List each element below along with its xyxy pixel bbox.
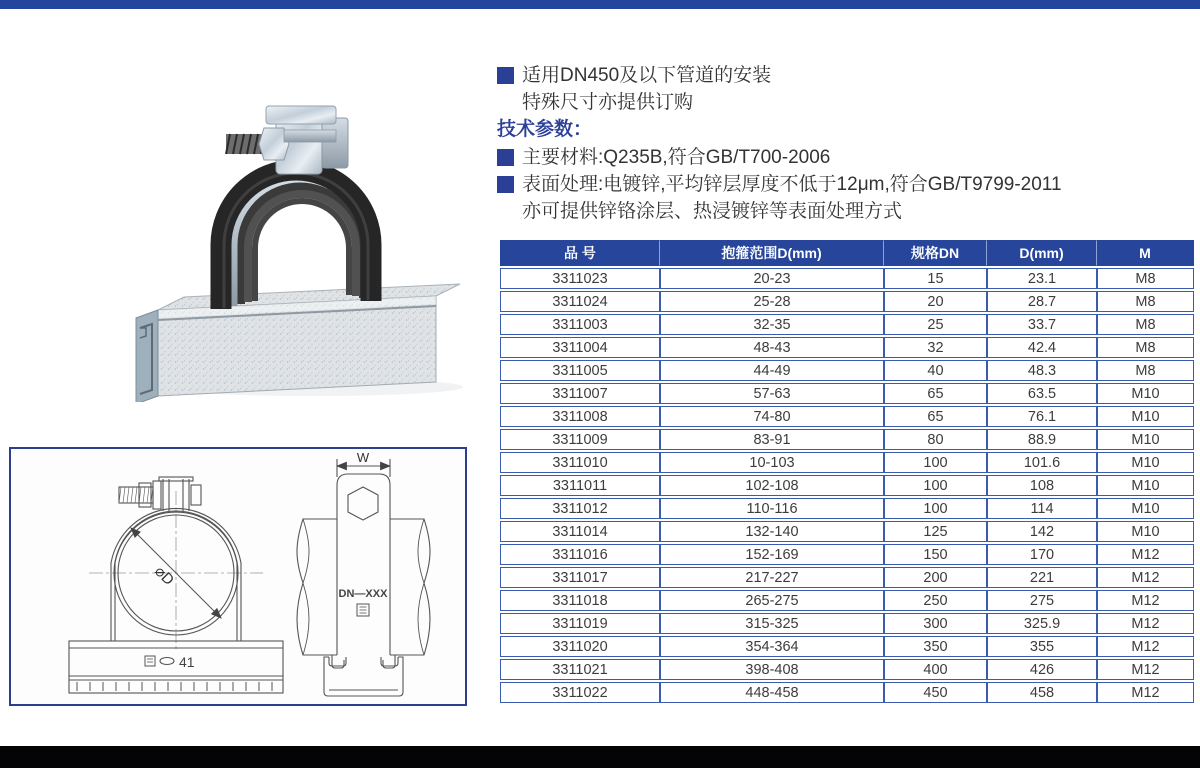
table-cell: 108 xyxy=(987,475,1097,496)
table-cell: 10-103 xyxy=(660,452,884,473)
dim-w-label: W xyxy=(356,450,370,465)
table-row xyxy=(500,475,1194,496)
surface-text-2: 亦可提供锌铬涂层、热浸镀锌等表面处理方式 xyxy=(522,201,903,222)
table-cell: 25-28 xyxy=(660,291,884,312)
table-cell: 83-91 xyxy=(660,429,884,450)
table-cell: 44-49 xyxy=(660,360,884,381)
table-cell: M10 xyxy=(1097,475,1194,496)
blue-square-bullet-icon xyxy=(497,67,514,84)
table-cell: M8 xyxy=(1097,314,1194,335)
table-cell: 3311023 xyxy=(500,268,660,289)
table-cell: 20 xyxy=(884,291,987,312)
header-row xyxy=(500,240,1194,266)
table-cell: 3311020 xyxy=(500,636,660,657)
table-cell: 3311021 xyxy=(500,659,660,680)
table-cell: 170 xyxy=(987,544,1097,565)
product-photo-pipe-clamp xyxy=(118,52,470,402)
table-cell: 458 xyxy=(987,682,1097,703)
feature-line-2 xyxy=(497,89,1197,116)
table-row xyxy=(500,590,1194,611)
table-cell: 3311003 xyxy=(500,314,660,335)
table-cell: 142 xyxy=(987,521,1097,542)
table-cell: 33.7 xyxy=(987,314,1097,335)
table-cell: M12 xyxy=(1097,659,1194,680)
table-cell: 25 xyxy=(884,314,987,335)
table-cell: 400 xyxy=(884,659,987,680)
table-row xyxy=(500,268,1194,289)
table-cell: 100 xyxy=(884,475,987,496)
table-cell: 3311014 xyxy=(500,521,660,542)
surface-line-2 xyxy=(497,198,1197,225)
table-cell: 48.3 xyxy=(987,360,1097,381)
table-cell: M12 xyxy=(1097,567,1194,588)
table-cell: 300 xyxy=(884,613,987,634)
spec-table-body xyxy=(500,268,1194,703)
table-cell: 398-408 xyxy=(660,659,884,680)
table-cell: 40 xyxy=(884,360,987,381)
surface-text-1: 表面处理:电镀锌,平均锌层厚度不低于12μm,符合GB/T9799-2011 xyxy=(522,174,1062,195)
product-info-block xyxy=(497,62,1197,225)
table-cell: 48-43 xyxy=(660,337,884,358)
table-cell: 3311004 xyxy=(500,337,660,358)
table-row xyxy=(500,337,1194,358)
table-row xyxy=(500,498,1194,519)
table-cell: 76.1 xyxy=(987,406,1097,427)
table-row xyxy=(500,314,1194,335)
table-cell: 354-364 xyxy=(660,636,884,657)
table-row xyxy=(500,659,1194,680)
table-cell: 426 xyxy=(987,659,1097,680)
table-cell: M10 xyxy=(1097,452,1194,473)
table-cell: M12 xyxy=(1097,636,1194,657)
table-cell: M8 xyxy=(1097,268,1194,289)
table-cell: 63.5 xyxy=(987,383,1097,404)
table-cell: M8 xyxy=(1097,360,1194,381)
table-row xyxy=(500,291,1194,312)
spec-table-container xyxy=(500,238,1194,705)
table-cell: 3311012 xyxy=(500,498,660,519)
spec-table-header xyxy=(500,240,1194,266)
table-cell: 3311024 xyxy=(500,291,660,312)
table-cell: M12 xyxy=(1097,613,1194,634)
table-cell: 100 xyxy=(884,452,987,473)
table-cell: 250 xyxy=(884,590,987,611)
side-view-dn-label: DN—XXX xyxy=(338,588,388,600)
table-cell: 100 xyxy=(884,498,987,519)
table-row xyxy=(500,406,1194,427)
table-cell: 265-275 xyxy=(660,590,884,611)
table-cell: 325.9 xyxy=(987,613,1097,634)
table-row xyxy=(500,429,1194,450)
table-cell: 152-169 xyxy=(660,544,884,565)
table-cell: 57-63 xyxy=(660,383,884,404)
table-row xyxy=(500,544,1194,565)
table-cell: 125 xyxy=(884,521,987,542)
bottom-accent-bar xyxy=(0,746,1200,768)
table-cell: M8 xyxy=(1097,337,1194,358)
table-cell: 102-108 xyxy=(660,475,884,496)
table-cell: 3311007 xyxy=(500,383,660,404)
table-cell: M10 xyxy=(1097,406,1194,427)
table-cell: 200 xyxy=(884,567,987,588)
technical-drawing-box xyxy=(9,447,467,706)
table-cell: 3311005 xyxy=(500,360,660,381)
blue-square-bullet-icon xyxy=(497,176,514,193)
feature-line-1 xyxy=(497,62,1197,89)
table-cell: 315-325 xyxy=(660,613,884,634)
table-cell: M12 xyxy=(1097,544,1194,565)
table-cell: 150 xyxy=(884,544,987,565)
top-accent-bar xyxy=(0,0,1200,9)
table-cell: 3311009 xyxy=(500,429,660,450)
table-cell: 3311016 xyxy=(500,544,660,565)
column-header: 抱箍范围D(mm) xyxy=(660,240,884,266)
column-header: D(mm) xyxy=(987,240,1097,266)
table-cell: 15 xyxy=(884,268,987,289)
table-cell: M10 xyxy=(1097,383,1194,404)
table-row xyxy=(500,567,1194,588)
table-cell: 450 xyxy=(884,682,987,703)
table-cell: 3311011 xyxy=(500,475,660,496)
blue-square-bullet-icon xyxy=(497,149,514,166)
table-cell: 3311017 xyxy=(500,567,660,588)
table-cell: 275 xyxy=(987,590,1097,611)
feature-text-2: 特殊尺寸亦提供订购 xyxy=(522,92,694,113)
channel-size-label: 41 xyxy=(179,654,195,670)
table-cell: 3311019 xyxy=(500,613,660,634)
column-header: 规格DN xyxy=(884,240,987,266)
pipe-clamp-illustration xyxy=(118,52,470,402)
table-cell: 20-23 xyxy=(660,268,884,289)
table-cell: 448-458 xyxy=(660,682,884,703)
table-cell: M10 xyxy=(1097,521,1194,542)
table-cell: M10 xyxy=(1097,429,1194,450)
table-cell: M12 xyxy=(1097,682,1194,703)
column-header: 品 号 xyxy=(500,240,660,266)
table-row xyxy=(500,452,1194,473)
table-cell: 74-80 xyxy=(660,406,884,427)
table-cell: 28.7 xyxy=(987,291,1097,312)
table-cell: 80 xyxy=(884,429,987,450)
table-row xyxy=(500,383,1194,404)
surface-line-1 xyxy=(497,171,1197,198)
table-cell: 23.1 xyxy=(987,268,1097,289)
table-cell: 32-35 xyxy=(660,314,884,335)
table-cell: 88.9 xyxy=(987,429,1097,450)
spec-table xyxy=(500,238,1194,705)
table-cell: M8 xyxy=(1097,291,1194,312)
table-row xyxy=(500,360,1194,381)
table-cell: 350 xyxy=(884,636,987,657)
table-cell: 132-140 xyxy=(660,521,884,542)
table-cell: 3311010 xyxy=(500,452,660,473)
material-line xyxy=(497,144,1197,171)
column-header: M xyxy=(1097,240,1194,266)
table-row xyxy=(500,636,1194,657)
table-row xyxy=(500,682,1194,703)
table-row xyxy=(500,613,1194,634)
table-cell: 217-227 xyxy=(660,567,884,588)
table-cell: 65 xyxy=(884,383,987,404)
table-cell: 32 xyxy=(884,337,987,358)
dim-diameter-label: ⌀D xyxy=(151,562,178,589)
table-cell: 110-116 xyxy=(660,498,884,519)
table-cell: 42.4 xyxy=(987,337,1097,358)
table-cell: 221 xyxy=(987,567,1097,588)
table-cell: 3311022 xyxy=(500,682,660,703)
material-text: 主要材料:Q235B,符合GB/T700-2006 xyxy=(522,147,831,168)
table-cell: 101.6 xyxy=(987,452,1097,473)
table-row xyxy=(500,521,1194,542)
table-cell: 355 xyxy=(987,636,1097,657)
table-cell: M12 xyxy=(1097,590,1194,611)
feature-text-1: 适用DN450及以下管道的安装 xyxy=(522,65,772,86)
table-cell: 65 xyxy=(884,406,987,427)
technical-drawing xyxy=(11,449,465,704)
table-cell: 114 xyxy=(987,498,1097,519)
tech-params-heading: 技术参数： xyxy=(497,119,593,140)
table-cell: 3311008 xyxy=(500,406,660,427)
table-cell: 3311018 xyxy=(500,590,660,611)
table-cell: M10 xyxy=(1097,498,1194,519)
